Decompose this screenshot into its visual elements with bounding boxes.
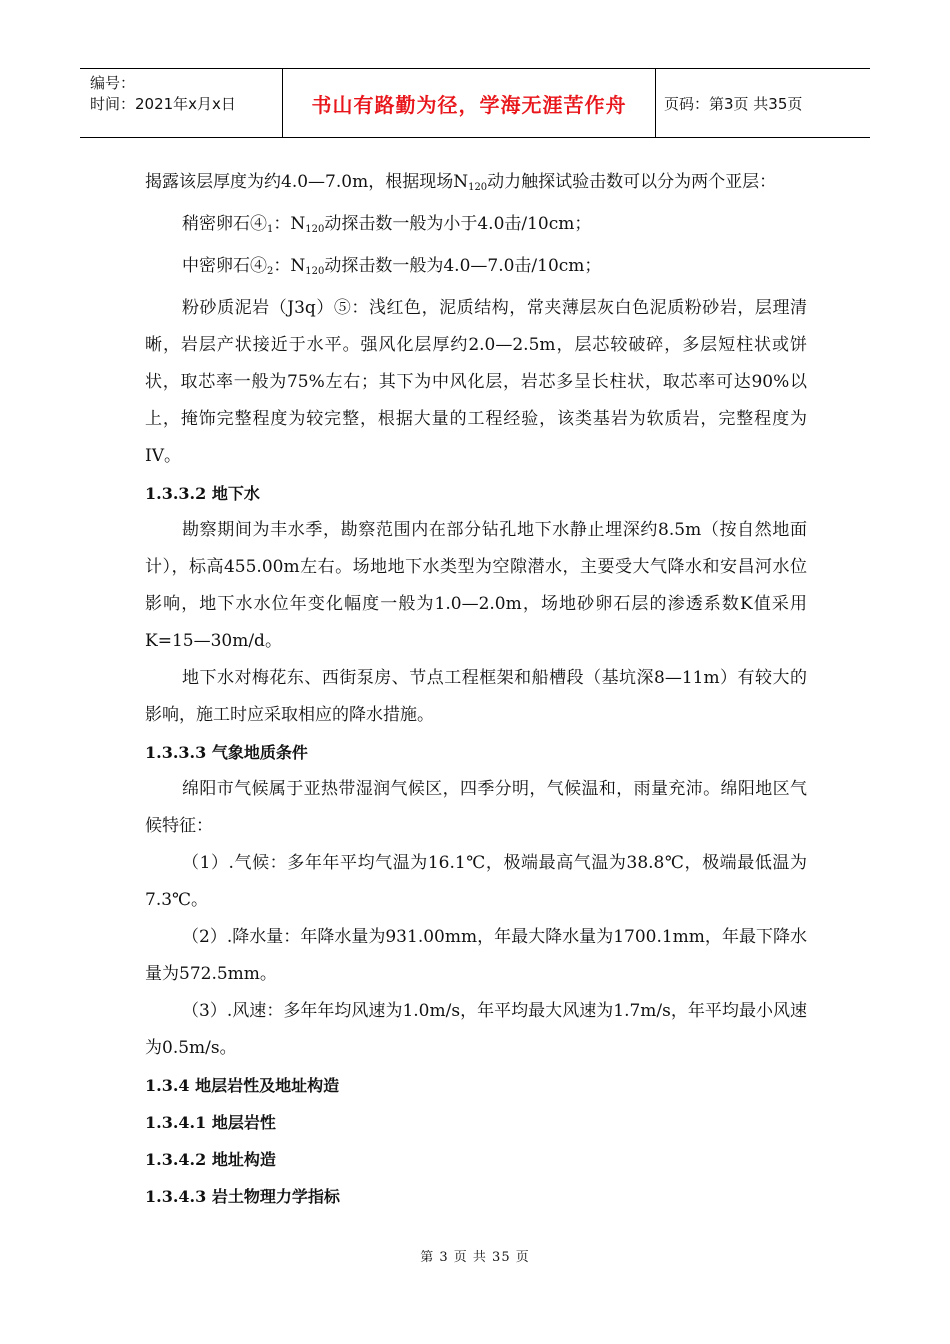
date-label: 时间：2021年x月x日 (90, 95, 236, 113)
subscript: 120 (305, 224, 325, 235)
heading-strata: 1.3.4 地层岩性及地址构造 (145, 1076, 340, 1095)
text-run: 中密卵石④ (182, 256, 267, 276)
header-meta (80, 69, 280, 137)
text-run: 稍密卵石④ (182, 214, 267, 234)
heading-groundwater: 1.3.3.2 地下水 (145, 484, 260, 503)
heading-climate: 1.3.3.3 气象地质条件 (145, 743, 308, 762)
paragraph-groundwater: 勘察期间为丰水季，勘察范围内在部分钻孔地下水静止埋深约8.5m（按自然地面计），标高455.00m左右。场地地下水类型为空隙潜水，主要受大气降水和安昌河水位影响，地下水水位年变化幅度一般为1.0—2.0m，场地砂卵石层的渗透系数K值采用K=15—30m/d。 (145, 520, 807, 651)
header-motto-cell (282, 69, 656, 137)
number-label: 编号： (90, 74, 136, 92)
paragraph-wind: （3）.风速：多年年均风速为1.0m/s，年平均最大风速为1.7m/s，年平均最小风速为0.5m/s。 (145, 1001, 807, 1058)
heading-lithology: 1.3.4.1 地层岩性 (145, 1113, 276, 1132)
paragraph-groundwater-impact: 地下水对梅花东、西街泵房、节点工程框架和船槽段（基坑深8—11m）有较大的影响，施工时应采取相应的降水措施。 (145, 668, 807, 725)
subscript: 120 (468, 182, 488, 193)
subscript: 2 (267, 266, 274, 277)
text-run: 揭露该层厚度为约4.0—7.0m，根据现场N (145, 172, 469, 192)
heading-mechanics: 1.3.4.3 岩土物理力学指标 (145, 1187, 340, 1206)
heading-structure: 1.3.4.2 地址构造 (145, 1150, 276, 1169)
text-run: 动探击数一般为4.0—7.0击/10cm； (324, 256, 602, 276)
paragraph-temperature: （1）.气候：多年年平均气温为16.1℃，极端最高气温为38.8℃，极端最低温为7.3℃。 (145, 853, 807, 910)
subscript: 120 (305, 266, 325, 277)
text-run: ：N (273, 256, 306, 276)
paragraph-layer-thickness (145, 164, 807, 206)
page-footer: 第 3 页 共 35 页 (420, 1250, 530, 1265)
text-run: 动探击数一般为小于4.0击/10cm； (324, 214, 592, 234)
subscript: 1 (267, 224, 274, 235)
document-body (145, 164, 807, 1215)
paragraph-loose-gravel (145, 206, 807, 248)
header-motto: 书山有路勤为径，学海无涯苦作舟 (311, 92, 627, 117)
text-run: 动力触探试验击数可以分为两个亚层： (487, 172, 777, 192)
header-page-info: 页码：第3页 共35页 (664, 94, 803, 113)
page-header (80, 68, 870, 138)
header-page-info-cell (656, 69, 870, 137)
paragraph-medium-gravel (145, 248, 807, 290)
paragraph-precipitation: （2）.降水量：年降水量为931.00mm，年最大降水量为1700.1mm，年最下降水量为572.5mm。 (145, 927, 807, 984)
paragraph-climate: 绵阳市气候属于亚热带湿润气候区，四季分明，气候温和，雨量充沛。绵阳地区气候特征： (145, 779, 807, 836)
paragraph-mudstone: 粉砂质泥岩（J3q）⑤：浅红色，泥质结构，常夹薄层灰白色泥质粉砂岩，层理清晰，岩层产状接近于水平。强风化层厚约2.0—2.5m，层芯较破碎，多层短柱状或饼状，取芯率一般为75%左右；其下为中风化层，岩芯多呈长柱状，取芯率可达90%以上，掩饰完整程度为较完整，根据大量的工程经验，该类基岩为软质岩，完整程度为IV。 (145, 298, 807, 466)
text-run: ：N (273, 214, 306, 234)
